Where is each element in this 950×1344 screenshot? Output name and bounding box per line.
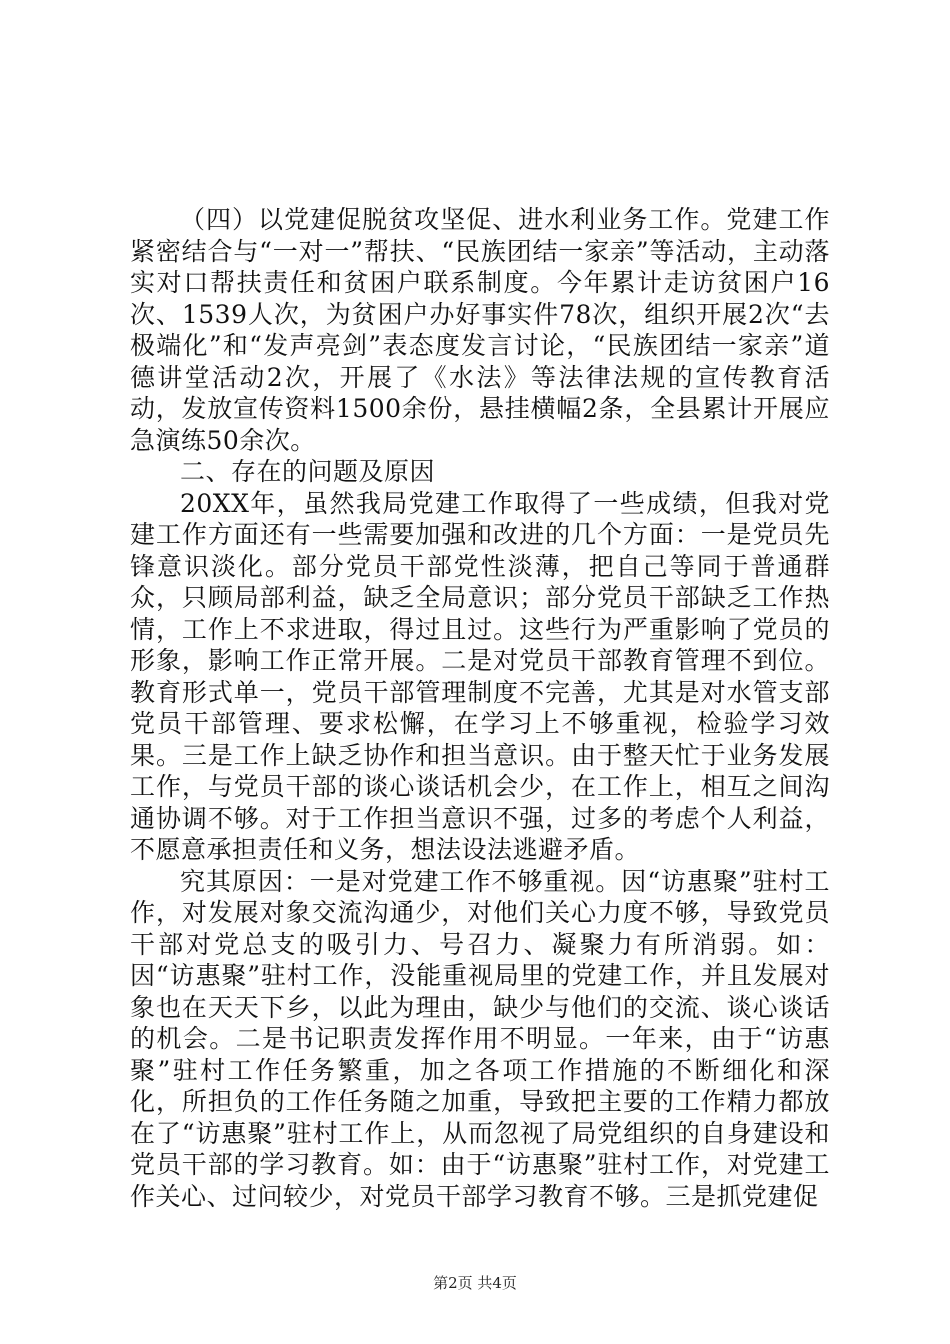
section-heading-problems: 二、存在的问题及原因 (180, 457, 436, 486)
paragraph-problems: 20XX年，虽然我局党建工作取得了一些成绩，但我对党建工作方面还有一些需要加强和改进的几个方面：一是党员先锋意识淡化。部分党员干部党性淡薄，把自己等同于普通群众，只顾局部利益，缺乏全局意识；部分党员干部缺乏工作热情，工作上不求进取，得过且过。这些行为严重影响了党员的形象，影响工作正常开展。二是对党员干部教育管理不到位。教育形式单一，党员干部管理制度不完善，尤其是对水管支部党员干部管理、要求松懈，在学习上不够重视，检验学习效果。三是工作上缺乏协作和担当意识。由于整天忙于业务发展工作，与党员干部的谈心谈话机会少，在工作上，相互之间沟通协调不够。对于工作担当意识不强，过多的考虑个人利益，不愿意承担责任和义务，想法设法逃避矛盾。 (130, 488, 830, 864)
document-body (130, 204, 830, 1212)
page-footer: 第2页 共4页 (433, 1274, 517, 1292)
paragraph-causes: 究其原因：一是对党建工作不够重视。因“访惠聚”驻村工作，对发展对象交流沟通少，对他们关心力度不够，导致党员干部对党总支的吸引力、号召力、凝聚力有所消弱。如：因“访惠聚”驻村工作，没能重视局里的党建工作，并且发展对象也在天天下乡，以此为理由，缺少与他们的交流、谈心谈话的机会。二是书记职责发挥作用不明显。一年来，由于“访惠聚”驻村工作任务繁重，加之各项工作措施的不断细化和深化，所担负的工作任务随之加重，导致把主要的工作精力都放在了“访惠聚”驻村工作上，从而忽视了局党组织的自身建设和党员干部的学习教育。如：由于“访惠聚”驻村工作，对党建工作关心、过问较少，对党员干部学习教育不够。三是抓党建促 (130, 866, 830, 1211)
paragraph-poverty-alleviation: （四）以党建促脱贫攻坚促、进水利业务工作。党建工作紧密结合与“一对一”帮扶、“民族团结一家亲”等活动，主动落实对口帮扶责任和贫困户联系制度。今年累计走访贫困户16次、1539人次，为贫困户办好事实件78次，组织开展2次“去极端化”和“发声亮剑”表态度发言讨论，“民族团结一家亲”道德讲堂活动2次，开展了《水法》等法律法规的宣传教育活动，发放宣传资料1500余份，悬挂横幅2条，全县累计开展应急演练50余次。 (130, 205, 830, 455)
